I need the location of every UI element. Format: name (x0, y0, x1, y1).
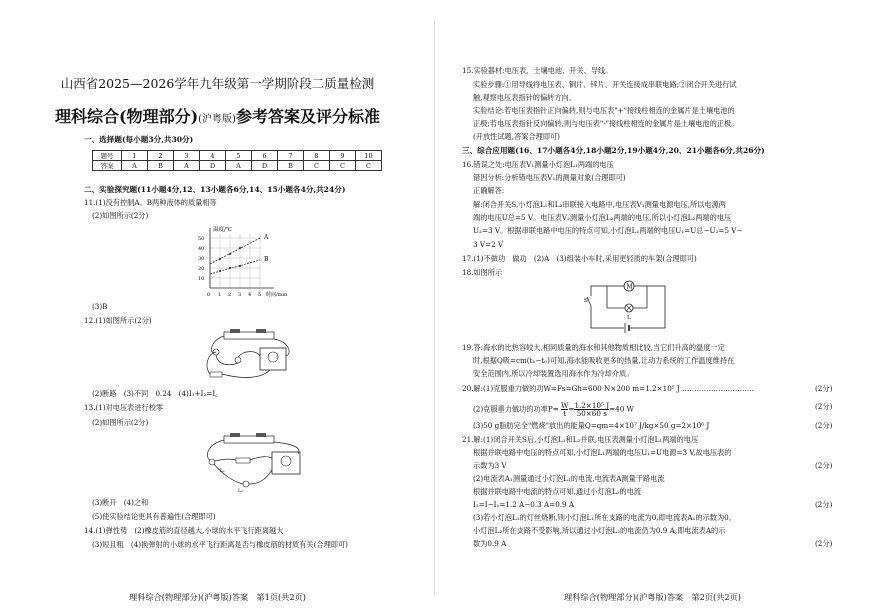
sketch-label: L₁ (220, 469, 225, 474)
point-a (239, 247, 241, 249)
table-cell: 答案 (93, 161, 122, 171)
q19-line3: 安全范围内,所以冷却装置选用海水作为冷却介质。 (473, 369, 634, 378)
q11-line2: (2)如图所示(2分) (92, 211, 149, 220)
table-row (93, 161, 382, 171)
score: (2分) (815, 402, 833, 411)
q18-line: 18.如图所示 (462, 268, 503, 277)
switch-label: S (584, 298, 588, 304)
table-cell: D (200, 161, 226, 171)
q20-power-result: =40 W (609, 404, 634, 414)
q13-line1: 13.(1)对电压表进行校零 (84, 403, 164, 412)
q20-line1 (462, 384, 754, 394)
q12-line2: (2)断路 (3)不同 0.24 (4)I₁+I₂=I꜀ (92, 389, 218, 398)
table-cell: B (148, 161, 174, 171)
table-cell: 8 (304, 151, 330, 161)
table-cell: A (226, 161, 252, 171)
q21-line2: 根据并联电路中电压的特点可知,小灯泡L₁两端的电压U₁=U电源=3 V,故电压表的 (473, 448, 732, 457)
line-b (210, 260, 260, 274)
motor-label: M (626, 283, 633, 291)
q13-line4: (5)使实验结论更具有普遍性(合理即可) (92, 512, 216, 521)
q15-line2: 实验步骤:①用导线将电压表、铜片、锌片、开关连接成串联电路;②闭合开关进行试 (473, 80, 737, 89)
x-tick-label: 2 (228, 292, 232, 298)
graph-grid (210, 234, 260, 288)
fraction (574, 402, 609, 417)
subject-tail: 参考答案及评分标准 (235, 107, 380, 126)
table-cell: 9 (330, 151, 356, 161)
point-b (239, 265, 241, 267)
score: (2分) (815, 539, 833, 548)
q17-line: 17.(1)不做功 做功 (2)A (3)组装小车时,采用更轻质的车架(合理即可) (462, 254, 697, 263)
q15-line3: 触,观察电压表指针的偏转方向。 (473, 93, 576, 102)
subject-title (0, 104, 435, 127)
graph-label-a: A (264, 234, 269, 241)
x-tick-label: 3 (238, 292, 242, 298)
table-cell: C (304, 161, 330, 171)
fraction (561, 402, 568, 417)
q16-line2: 错因分析:分析错电压表V₁的测量对象(合理即可) (473, 173, 626, 182)
graph-ylabel: 温度/℃ (213, 227, 233, 233)
q20-line2: (2)克服重力做功的功率P= $\frac{W}{t}$ = $\frac{\text{1.2×10⁵ J}}{50\times 60 s}$ =40 W (473, 401, 634, 418)
q16-line3: 正确解答: (473, 186, 505, 195)
x-tick-label: 1 (218, 292, 222, 298)
score: (2分) (815, 500, 833, 509)
fraction-den: 50×60 s (576, 409, 607, 418)
right-column (435, 0, 870, 615)
score: (2分) (815, 384, 833, 393)
circuit-sketch-12 (200, 326, 300, 384)
table-cell: A (174, 161, 200, 171)
table-cell: 1 (122, 151, 148, 161)
table-cell: 3 (174, 151, 200, 161)
y-tick-label: 20 (198, 266, 205, 272)
temperature-graph (196, 224, 308, 300)
q21-line6: I₂=I−I₁=1.2 A−0.3 A=0.9 A (473, 500, 575, 509)
exam-title: 山西省2025—2026学年九年级第一学期阶段二质量检测 (60, 76, 375, 91)
table-cell: B (278, 161, 304, 171)
y-tick-label: 50 (198, 236, 205, 242)
q21-line1: 21.解:(1)闭合开关S后,小灯泡L₁和L₂并联,电压表测量小灯泡L₁两端的电压 (462, 435, 699, 444)
subject-edition: (沪粤版) (198, 114, 236, 125)
q20-line3: (3)50 g脂肪完全"燃烧"放出的能量Q=qm=4×10⁷ J/kg×50 g=2×10⁶ J (473, 421, 710, 430)
q21-line4: (2)电流表A₁测量通过小灯泡L₁的电流,电流表A测量干路电流 (473, 474, 665, 483)
q20-power-text: (2)克服重力做功的功率P= (473, 404, 559, 414)
x-tick-label: 0 (207, 292, 211, 298)
q16-line5: 端的电压U总=5 V。电压表V₂测量小灯泡L₂两端的电压,所以小灯泡L₂两端的电压 (473, 213, 732, 222)
table-cell: 10 (356, 151, 382, 161)
fraction-num: 1.2×10⁵ J (574, 401, 610, 410)
q11-line3: (3)B (92, 302, 108, 311)
q21-line5: 根据并联电路中电流的特点可知,通过小灯泡L₂的电流 (473, 487, 642, 496)
q19-line1: 19.答:海水的比热容较大,相同质量的海水和其他物质相比较,当它们升高的温度一定 (462, 343, 725, 352)
q15-line1: 15.实验器材:电压表、土壤电池、开关、导线。 (462, 66, 613, 75)
point-a (229, 253, 231, 255)
q16-line1: 16.错误之处:电压表V₁测量小灯泡L₁两端的电压 (462, 160, 614, 169)
point-b (219, 270, 221, 272)
q14-line2: (3)短且粗 (4)换弹射的小球的水平飞行距离是否与橡皮筋的材质有关(合理即可) (92, 540, 348, 549)
q19-line2: 时,根据Q吸=cm(t₁−t₀)可知,海水能吸收更多的热量,让动力系统的工作温度维持在 (473, 356, 735, 365)
score-dots: ………………………… (682, 384, 755, 393)
table-cell: 6 (252, 151, 278, 161)
q21-line7: (3)若小灯泡L₁的灯丝烧断,则小灯泡L₁所在支路的电流为0,即电流表A₁的示数为0。 (473, 513, 736, 522)
circuit-sketch-13 (198, 430, 310, 494)
score: (2分) (815, 461, 833, 470)
q21-line9: 数为0.9 A (473, 539, 507, 548)
q20-text: 20.解:(1)克服重力做的功W=Fs=Gh=600 N×200 m=1.2×10⁵ J (462, 384, 680, 393)
table-cell: 2 (148, 151, 174, 161)
fraction-den: t (563, 409, 567, 418)
sketch-label: L₂ (238, 489, 243, 494)
score: (2分) (815, 421, 833, 430)
q16-line7: 3 V=2 V (473, 240, 504, 249)
q16-line4: 解:闭合开关S,小灯泡L₁和L₂串联接入电路中,电压表V₁测量电源电压,所以电源两 (473, 200, 726, 209)
q13-line2: (2)如图所示(2分) (92, 418, 149, 427)
subject-main: 理科综合(物理部分) (55, 107, 199, 126)
lamp-label: L (627, 315, 631, 321)
table-row (93, 151, 382, 161)
line-a (210, 238, 260, 264)
section2-title: 二、实验探究题(11小题4分,12、13小题各6分,14、15小题各4分,共24分) (84, 185, 346, 194)
answer-table (92, 150, 382, 171)
fraction-num: W (561, 401, 569, 410)
q21-line8: 小灯泡L₂所在支路不受影响,所以通过小灯泡L₂的电流仍为0.9 A,即电流表A的示 (473, 526, 726, 535)
q15-line5: 正极;若电压表指针反向偏转,则与电压表"-"接线柱相连的金属片是土壤电池的正极。 (473, 119, 739, 128)
q14-line1: 14.(1)弹性势 (2)橡皮筋的直径越大,小球的水平飞行距离越大 (84, 526, 284, 535)
x-tick-label: 4 (248, 292, 252, 298)
q15-line6: (开放性试题,答案合理即可) (473, 132, 560, 141)
section1-title: 一、选择题(每小题3分,共30分) (84, 135, 194, 144)
footer-right: 理科综合(物理部分)(沪粤版)答案 第2页(共2页) (564, 592, 741, 602)
graph-label-b: B (264, 256, 269, 263)
q16-line6: U₂=3 V。根据串联电路中电压的特点可知,小灯泡L₁两端的电压U₁=U总−U₂=5 V− (473, 226, 743, 235)
q15-line4: 实验结论:若电压表指针正向偏转,则与电压表"+"接线柱相连的金属片是土壤电池的 (473, 106, 735, 115)
table-cell: A (122, 161, 148, 171)
circuit-diagram-18 (585, 278, 675, 338)
table-cell: D (252, 161, 278, 171)
y-tick-label: 30 (198, 256, 205, 262)
table-cell: 题号 (93, 151, 122, 161)
point-a (219, 258, 221, 260)
point-b (229, 267, 231, 269)
table-cell: 5 (226, 151, 252, 161)
footer-left: 理科综合(物理部分)(沪粤版)答案 第1页(共2页) (129, 592, 306, 602)
y-tick-label: 40 (198, 246, 205, 252)
q21-line3: 示数为3 V (473, 461, 507, 470)
q11-line1: 11.(1)没有控制A、B两种液体的质量相等 (84, 198, 217, 207)
q12-line1: 12.(1)如图所示(2分) (84, 316, 152, 325)
x-tick-label: 5 (258, 292, 262, 298)
table-cell: C (356, 161, 382, 171)
table-cell: 7 (278, 151, 304, 161)
section3-title: 三、综合应用题(16、17小题各4分,18小题2分,19小题4分,20、21小题各6分,共26分) (462, 146, 765, 155)
y-tick-label: 10 (198, 276, 205, 282)
q13-line3: (3)断开 (4)之和 (92, 498, 149, 507)
graph-xlabel: 时间/min (266, 292, 288, 298)
table-cell: 4 (200, 151, 226, 161)
table-cell: C (330, 161, 356, 171)
